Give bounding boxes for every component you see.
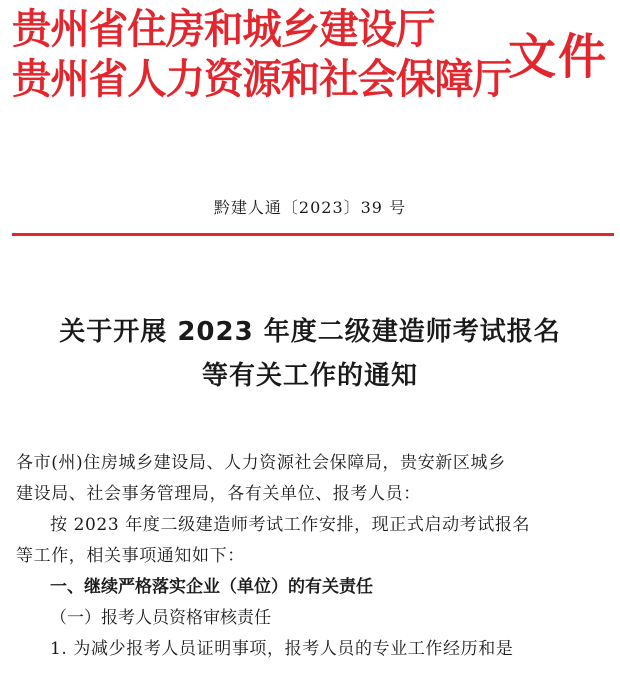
issuer-housing-department: 贵州省住房和城乡建设厅: [12, 5, 435, 53]
issuing-authorities: [12, 4, 512, 104]
section-heading-1: 一、继续严格落实企业（单位）的有关责任: [50, 577, 373, 597]
title-line-2: 等有关工作的通知: [201, 361, 418, 391]
document-type-label: 文件: [508, 29, 609, 85]
document-title: [0, 310, 620, 398]
title-line-1: 关于开展 2023 年度二级建造师考试报名: [59, 317, 561, 347]
intro-line-1: 按 2023 年度二级建造师考试工作安排，现正式启动考试报名: [50, 515, 531, 535]
document-number: 黔建人通〔2023〕39 号: [213, 198, 407, 217]
addressee-line-1: 各市(州)住房城乡建设局、人力资源社会保障局，贵安新区城乡: [16, 453, 506, 473]
issuer-hr-department: 贵州省人力资源和社会保障厅: [12, 55, 512, 103]
subsection-heading-1: （一）报考人员资格审核责任: [50, 608, 271, 628]
addressee-line-2: 建设局、社会事务管理局，各有关单位、报考人员：: [16, 484, 421, 504]
intro-line-2: 等工作，相关事项通知如下：: [16, 546, 245, 566]
red-divider-line: [12, 233, 614, 236]
document-body: [16, 448, 616, 665]
list-item-1: 1. 为减少报考人员证明事项，报考人员的专业工作经历和是: [50, 639, 514, 659]
